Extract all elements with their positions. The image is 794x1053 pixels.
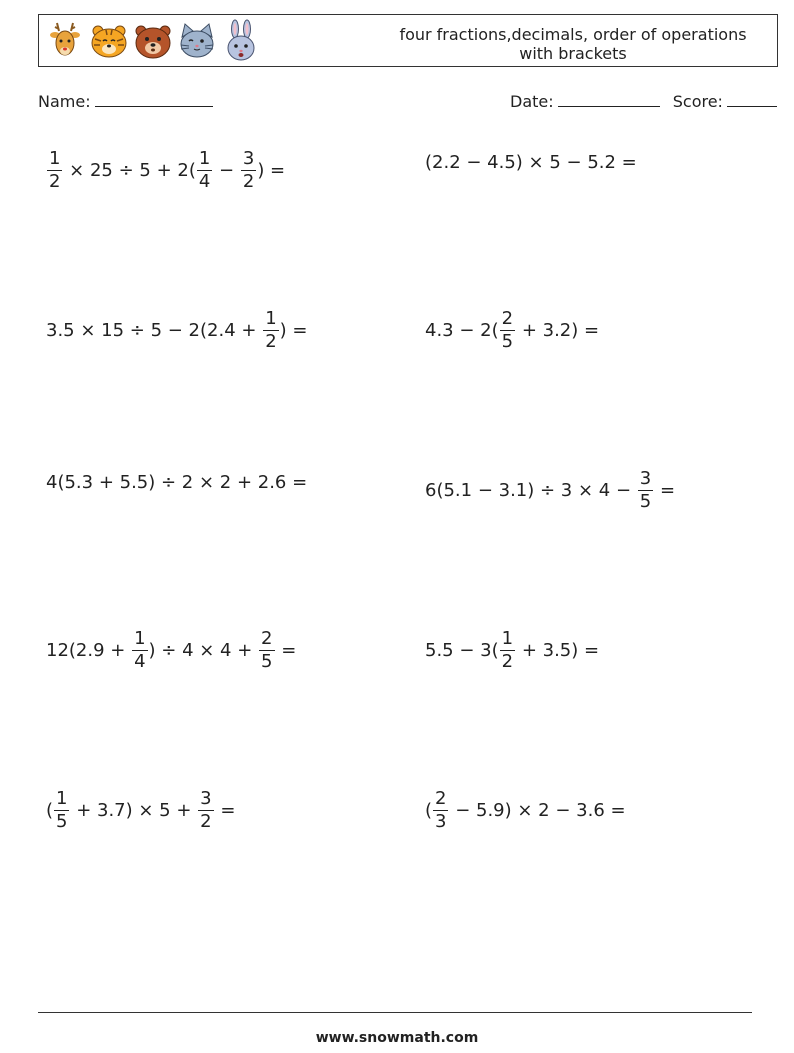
- expression-text: =: [654, 479, 676, 501]
- fraction-numerator: 3: [200, 787, 212, 809]
- expression-text: 5.5 − 3(: [425, 639, 499, 661]
- animal-icons: [45, 19, 261, 63]
- expression-text: 12(2.9 +: [46, 639, 132, 661]
- fraction: [638, 467, 653, 512]
- problem-4: [425, 300, 599, 360]
- fraction-denominator: 2: [49, 170, 61, 192]
- expression-text: 4(5.3 + 5.5) ÷ 2 × 2 + 2.6 =: [46, 471, 308, 493]
- fraction-numerator: 2: [261, 627, 273, 649]
- expression-text: ) ÷ 4 × 4 +: [148, 639, 259, 661]
- fraction-numerator: 1: [56, 787, 68, 809]
- expression-text: (: [46, 799, 54, 821]
- fraction-denominator: 2: [242, 170, 255, 192]
- fraction-numerator: 1: [49, 147, 61, 169]
- worksheet-header: [38, 14, 778, 67]
- fraction-numerator: 1: [134, 627, 146, 649]
- expression-text: 4.3 − 2(: [425, 319, 499, 341]
- date-label: Date:: [510, 92, 554, 111]
- expression-text: 3.5 × 15 ÷ 5 − 2(2.4 +: [46, 319, 263, 341]
- expression-text: 6(5.1 − 3.1) ÷ 3 × 4 −: [425, 479, 637, 501]
- expression-text: (: [425, 799, 433, 821]
- tiger-icon: [89, 19, 129, 63]
- fraction-denominator: 5: [261, 650, 273, 672]
- expression-text: =: [214, 799, 236, 821]
- problem-10: [425, 780, 626, 840]
- worksheet-title: [383, 25, 763, 63]
- problem-3: [46, 300, 307, 360]
- title-line-2: with brackets: [519, 44, 627, 63]
- fraction-numerator: 2: [501, 307, 514, 329]
- problem-6: [425, 460, 675, 520]
- fraction-numerator: 3: [639, 467, 652, 489]
- expression-text: ) =: [257, 159, 286, 181]
- score-label: Score:: [672, 92, 723, 111]
- fraction: [241, 147, 256, 192]
- fraction-denominator: 5: [501, 330, 514, 352]
- fraction: [198, 787, 213, 832]
- rabbit-icon: [221, 19, 261, 63]
- fraction-denominator: 5: [639, 490, 652, 512]
- problem-9: [46, 780, 235, 840]
- expression-text: −: [213, 159, 240, 181]
- fraction-denominator: 4: [134, 650, 146, 672]
- fraction: [54, 787, 69, 832]
- expression-text: × 25 ÷ 5 + 2(: [63, 159, 196, 181]
- fraction: [500, 307, 515, 352]
- footer-url: www.snowmath.com: [315, 1030, 479, 1046]
- fraction-denominator: 3: [435, 810, 447, 832]
- expression-text: − 5.9) × 2 − 3.6 =: [449, 799, 626, 821]
- expression-text: ) =: [279, 319, 308, 341]
- cat-icon: [177, 19, 217, 63]
- date-score-field: [510, 92, 777, 111]
- footer-divider: [38, 1012, 752, 1013]
- fraction: [197, 147, 212, 192]
- problem-1: [46, 140, 285, 200]
- title-line-1: four fractions,decimals, order of operations: [399, 25, 747, 44]
- fraction-denominator: 2: [265, 330, 277, 352]
- problem-2: [425, 132, 637, 192]
- fraction-denominator: 5: [56, 810, 68, 832]
- date-blank[interactable]: [558, 92, 660, 107]
- fraction: [132, 627, 147, 672]
- fraction: [47, 147, 62, 192]
- name-blank[interactable]: [95, 92, 213, 107]
- fraction: [263, 307, 278, 352]
- fraction: [500, 627, 515, 672]
- fraction-numerator: 3: [242, 147, 255, 169]
- expression-text: =: [275, 639, 297, 661]
- fraction-numerator: 1: [198, 147, 211, 169]
- problem-7: [46, 620, 296, 680]
- problem-5: [46, 452, 307, 512]
- expression-text: + 3.2) =: [516, 319, 600, 341]
- fraction-numerator: 1: [501, 627, 514, 649]
- fraction-denominator: 4: [198, 170, 211, 192]
- fraction: [433, 787, 448, 832]
- expression-text: + 3.7) × 5 +: [70, 799, 198, 821]
- fraction-numerator: 2: [435, 787, 447, 809]
- expression-text: + 3.5) =: [516, 639, 600, 661]
- fraction: [259, 627, 274, 672]
- bear-icon: [133, 19, 173, 63]
- name-field: [38, 92, 213, 111]
- deer-icon: [45, 19, 85, 63]
- fraction-denominator: 2: [200, 810, 212, 832]
- score-blank[interactable]: [727, 92, 777, 107]
- expression-text: (2.2 − 4.5) × 5 − 5.2 =: [425, 151, 637, 173]
- problem-8: [425, 620, 599, 680]
- fraction-numerator: 1: [265, 307, 277, 329]
- name-label: Name:: [38, 92, 91, 111]
- fraction-denominator: 2: [501, 650, 514, 672]
